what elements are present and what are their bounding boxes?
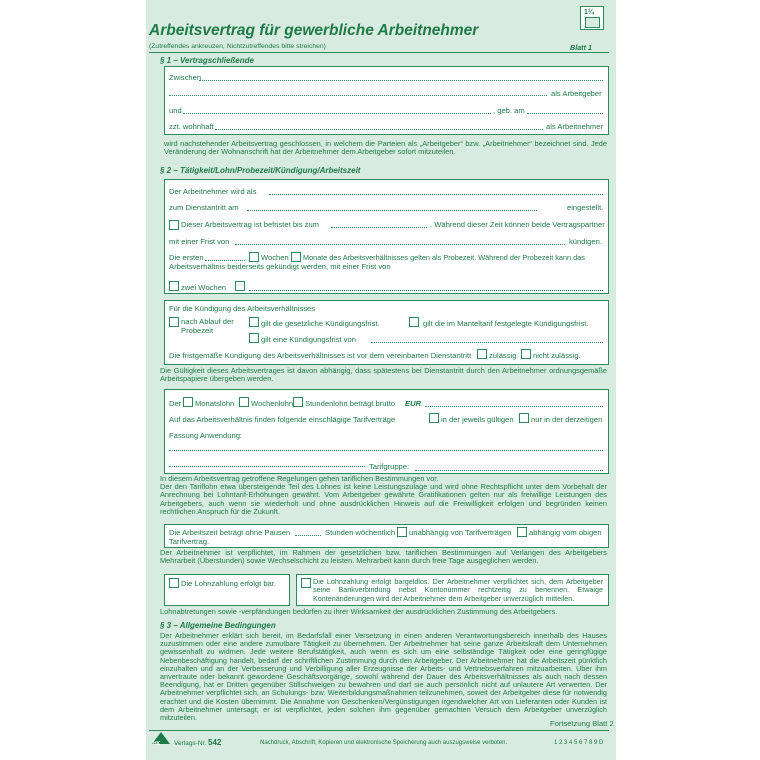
checkbox-bargeldlos[interactable] — [301, 578, 311, 588]
checkbox-jeweils-gueltig[interactable] — [429, 413, 439, 423]
checkbox-stundenlohn[interactable] — [293, 397, 303, 407]
section-1-heading: § 1 – Vertragschließende — [160, 56, 254, 65]
label-wochenlohn: Wochenlohn — [251, 399, 294, 408]
label-zwei-wochen: zwei Wochen — [181, 283, 227, 292]
label-geb-am: , geb. am — [493, 106, 525, 115]
checkbox-derzeitig[interactable] — [519, 413, 529, 423]
label-und: und — [169, 106, 182, 115]
termination-title: Für die Kündigung des Arbeitsverhältnisses — [169, 304, 316, 313]
label-jeweils-gueltig: in der jeweils gültigen — [441, 415, 514, 424]
field-tariff-2[interactable] — [169, 466, 365, 467]
label-unabhaengig: unabhängig von Tarifverträgen — [409, 528, 512, 537]
label-manteltarif: gilt die im Manteltarif festgelegte Kündigungsfrist. — [423, 319, 589, 328]
field-employee-address[interactable] — [215, 129, 543, 130]
label-wochen: Wochen — [261, 253, 289, 262]
field-tarifgruppe[interactable] — [415, 470, 603, 471]
label-abhaengig: abhängig vom obigen — [529, 528, 602, 537]
label-eingestellt: eingestellt. — [567, 203, 604, 212]
wage-box — [164, 389, 609, 474]
field-kuendigungsfrist[interactable] — [371, 342, 603, 343]
footer-rule — [149, 730, 609, 731]
label-kuendigen: kündigen. — [569, 237, 602, 246]
checkbox-befristet[interactable] — [169, 220, 179, 230]
sheet-number: Blatt 1 — [570, 43, 592, 52]
label-bar: Die Lohnzahlung erfolgt bar. — [181, 579, 276, 588]
checkbox-gesetzlich[interactable] — [249, 317, 259, 327]
field-birthdate[interactable] — [527, 113, 603, 114]
section-1-note: wird nachstehender Arbeitsvertrag geschlossen, in welchem die Parteien als „Arbeitgeber“ bzw. „Arbeitnehmer“ bezeichnet sind. Jede Veränderung der Wohnanschrift hat der Arbeitnehmer dem Arbeitgeber sofort mitzuteilen. — [164, 139, 607, 157]
field-other-period[interactable] — [249, 290, 603, 291]
checkbox-zwei-wochen[interactable] — [169, 281, 179, 291]
overtime-note: Der Arbeitnehmer ist verpflichtet, im Rahmen der gesetzlichen bzw. tariflichen Bestimmungen auf Verlangen des Arbeitgebers Mehrarbeit (Überstunden) sowie Wechselschicht zu leisten. Mehrarbeit kann durch freie Tage ausgeglichen werden. — [160, 548, 607, 566]
checkbox-kuendigungsfrist[interactable] — [249, 333, 259, 343]
label-als-arbeitnehmer: als Arbeitnehmer — [546, 122, 603, 131]
label-die-ersten: Die ersten — [169, 253, 204, 262]
section-3-heading: § 3 – Allgemeine Bedingungen — [160, 621, 276, 630]
label-tarifvertraege: Auf das Arbeitsverhältnis finden folgende einschlägige Tarifverträge — [169, 415, 396, 424]
field-hours[interactable] — [295, 535, 321, 536]
footer-copyright: Nachdruck, Abschrift, Kopieren und elektronische Speicherung auch auszugsweise verboten. — [260, 740, 508, 746]
footer-verlag-number: 542 — [208, 738, 222, 747]
label-stundenlohn: Stundenlohn beträgt brutto — [305, 399, 395, 408]
tariff-precedence-note: In diesem Arbeitsvertrag getroffene Regelungen gehen tariflichen Bestimmungen vor. — [160, 474, 439, 483]
checkbox-wochenlohn[interactable] — [239, 397, 249, 407]
section-3-text: Der Arbeitnehmer erklärt sich bereit, im Bedarfsfall einer Versetzung in einen anderen Verantwortungsbereich innerhalb des Hauses zuzustimmen oder eine andere zumutbare Tätigkeit zu übernehmen. Der Arbeitnehmer hat seine ganze Arbeitskraft dem Unternehmen gewissenhaft zu widmen. Jede weitere Berufstätigkeit, auch wenn es sich um eine selbständige Tätigkeit oder eine geringfügige Nebenbeschäftigung handelt, bedarf der schriftlichen Zustimmung durch den Arbeitgeber. Der Arbeitnehmer hat die Arbeitszeit pünktlich einzuhalten und an der Verbesserung und Verbilligung aller Erzeugnisse der Arbeits- und Vertriebsverfahren mitzuarbeiten. Über ihm anvertraute oder bekannt gewordene Geschäftsvorgänge, sowohl während der Dauer des Arbeitsverhältnisses als auch nach dessen Beendigung, hat er Dritten gegenüber Stillschweigen zu bewahren und darf sie auch persönlich nicht auf unlautere Art verwerten. Der Arbeitnehmer verpflichtet sich, an Schulungs- bzw. Weiterbildungsmaßnahmen teilzunehmen, soweit der Arbeitgeber diese für notwendig erachtet und die Kosten übernimmt. Die Annahme von Geschenken/Vergünstigungen irgendwelcher Art von Lieferanten oder Kunden ist dem Arbeitnehmer untersagt; er ist verpflichtet, jeden solchen ihm gegenüber gemachten Versuch dem Arbeitgeber unverzüglich mitzuteilen. — [160, 631, 607, 723]
checkbox-nicht-zulaessig[interactable] — [521, 349, 531, 359]
checkbox-manteltarif[interactable] — [409, 317, 419, 327]
field-employer-name[interactable] — [199, 80, 603, 81]
label-tarifvertrag: Tarifvertrag. — [169, 537, 210, 546]
form-subtitle: (Zutreffendes ankreuzen, Nichtzutreffendes bitte streichen) — [149, 43, 326, 50]
label-gekuendigt: Arbeitsverhältnis beiderseits gekündigt werden, mit einer Frist von — [169, 262, 391, 271]
checkbox-zulaessig[interactable] — [477, 349, 487, 359]
label-zzt-wohnhaft: zzt. wohnhaft — [169, 122, 214, 131]
checkbox-bar[interactable] — [169, 578, 179, 588]
footer-digits: 1 2 3 4 5 6 7 8 9 D — [554, 740, 604, 746]
wage-supplement-note: Der den Tariflohn etwa übersteigende Teil des Lohnes ist keine Leistungszulage und wird ohne Rechtspflicht unter dem Vorbehalt der Anrechnung bei Lohntarif-Erhöhungen gewährt. Vom Arbeitgeber gewährte Gratifikationen gelten nur als freiwillige Leistungen des Arbeitgebers, auch wenn sie wiederholt und ohne ausdrücklichen Hinweis auf die Freiwilligkeit erfolgen und begründen keinen rechtlichen Anspruch für die Zukunft. — [160, 482, 607, 516]
label-dienstantritt: zum Dienstantritt am — [169, 203, 239, 212]
form-sheet — [146, 0, 616, 760]
publisher-logo-text: 1¼ — [584, 9, 594, 16]
checkbox-monatslohn[interactable] — [183, 397, 193, 407]
label-nach-probezeit: nach Ablauf der Probezeit — [181, 317, 234, 335]
section-2-heading: § 2 – Tätigkeit/Lohn/Probezeit/Kündigung/Arbeitszeit — [160, 166, 361, 175]
checkbox-abhaengig[interactable] — [517, 527, 527, 537]
label-befristet: Dieser Arbeitsvertrag ist befristet bis zum — [181, 220, 319, 229]
label-tarifgruppe: Tarifgruppe: — [369, 462, 410, 471]
field-end-date[interactable] — [331, 227, 427, 228]
label-stunden-woechentlich: Stunden wöchentlich — [325, 528, 396, 537]
label-eur: EUR — [405, 399, 422, 408]
label-monatslohn: Monatslohn — [195, 399, 235, 408]
field-wage-amount[interactable] — [425, 406, 603, 407]
checkbox-andere-frist[interactable] — [235, 281, 245, 291]
label-als-arbeitgeber: als Arbeitgeber — [551, 89, 602, 98]
label-arbeitszeit: Die Arbeitszeit beträgt ohne Pausen — [169, 528, 291, 537]
field-employer-address[interactable] — [169, 95, 547, 96]
label-frist-von: mit einer Frist von — [169, 237, 230, 246]
form-title: Arbeitsvertrag für gewerbliche Arbeitnehmer — [149, 22, 479, 39]
checkbox-nach-probezeit[interactable] — [169, 317, 179, 327]
workpapers-note: Die Gültigkeit dieses Arbeitsvertrages ist davon abhängig, dass spätestens bei Dienstantritt durch den Arbeitnehmer ordnungsgemäße Arbeitspapiere übergeben werden. — [160, 366, 607, 384]
employment-box — [164, 179, 609, 294]
label-bargeldlos: Die Lohnzahlung erfolgt bargeldlos. Der Arbeitnehmer verpflichtet sich, dem Arbeitgeber seine Bankverbindung nebst Kontonummer rechtzeitig zu benennen. Etwaige Kontenänderungen wird der Arbeitnehmer dem Arbeitgeber unverzüglich mitteilen. — [313, 577, 603, 603]
field-employee-name[interactable] — [183, 113, 491, 114]
label-fristgemaess: Die fristgemäße Kündigung des Arbeitsverhältnisses ist vor dem vereinbarten Dienstantritt — [169, 351, 472, 360]
field-notice-period[interactable] — [235, 244, 565, 245]
label-fassung: Fassung Anwendung: — [169, 431, 243, 440]
checkbox-unabhaengig[interactable] — [397, 527, 407, 537]
label-der: Der — [169, 399, 182, 408]
field-probation-length[interactable] — [205, 260, 245, 261]
footer-verlag-label: Verlags-Nr. — [174, 740, 207, 747]
label-derzeitig: nur in der derzeitigen — [531, 415, 603, 424]
publisher-logo — [580, 6, 604, 30]
continued-label: Fortsetzung Blatt 2 — [550, 719, 614, 728]
label-wird-als: Der Arbeitnehmer wird als — [169, 187, 257, 196]
field-position[interactable] — [269, 194, 603, 195]
label-kuendigungsfrist: gilt eine Kündigungsfrist von — [261, 335, 356, 344]
form-icon — [585, 17, 600, 28]
checkbox-wochen[interactable] — [249, 252, 259, 262]
checkbox-monate[interactable] — [291, 252, 301, 262]
label-nicht-zulaessig: nicht zulässig. — [533, 351, 581, 360]
label-zwischen: Zwischen — [169, 73, 202, 82]
header-rule — [149, 52, 609, 53]
parties-box — [164, 66, 609, 135]
label-vertragspartner: . Während dieser Zeit können beide Vertragspartner — [430, 220, 605, 229]
hk-logo-text: HK — [153, 741, 161, 747]
working-hours-box — [164, 524, 609, 548]
termination-box — [164, 300, 609, 365]
label-zulaessig: zulässig — [489, 351, 517, 360]
label-gesetzlich: gilt die gesetzliche Kündigungsfrist. — [261, 319, 380, 328]
wage-assignment-note: Lohnabtretungen sowie -verpfändungen bedürfen zu ihrer Wirksamkeit der ausdrücklichen Zustimmung des Arbeitgebers. — [160, 607, 558, 616]
payment-transfer-box — [296, 574, 609, 606]
label-probezeit: Monate des Arbeitsverhältnisses gelten als Probezeit. Während der Probezeit kann das — [303, 253, 585, 262]
payment-bar-box — [164, 574, 290, 606]
field-start-date[interactable] — [247, 210, 537, 211]
field-tariff-1[interactable] — [169, 450, 603, 451]
